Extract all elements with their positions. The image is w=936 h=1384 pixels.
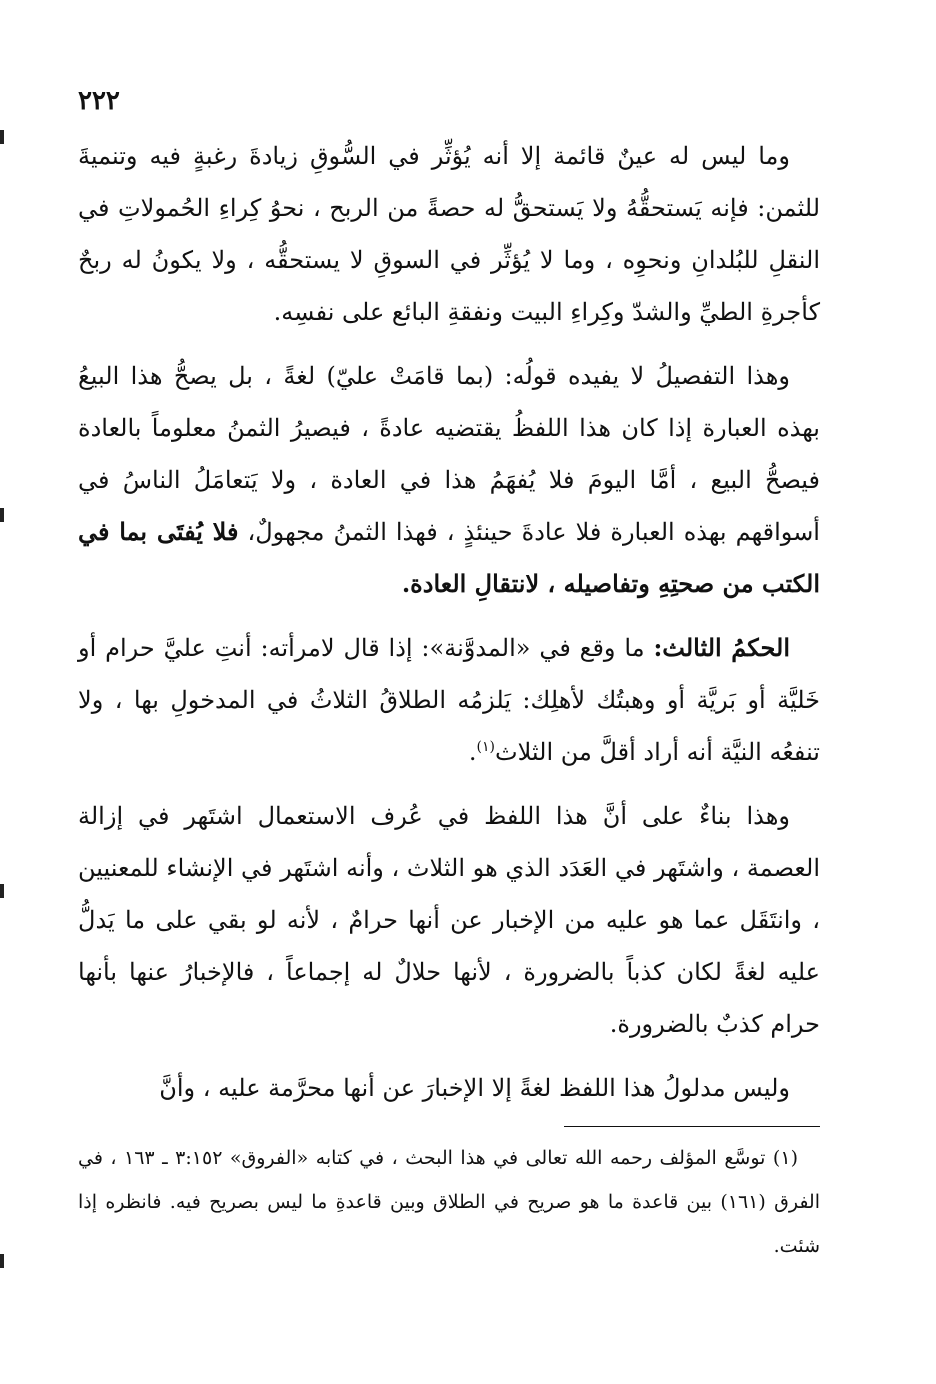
paragraph-text: وما ليس له عينٌ قائمة إلا أنه يُؤثِّر في السُّوقِ زيادةَ رغبةٍ فيه وتنميةَ للثمن: فإنه يَستحقُّهُ ولا يَستحقُّ له حصةً من الربح ، نحوُ كِراءِ الحُمولاتِ في النقلِ للبُلدانِ ونحوِه ، وما لا يُؤثِّر في السوقِ لا يستحقُّه ، ولا يكونُ له ربحٌ كأجرةِ الطيِّ والشدّ وكِراءِ البيت ونفقةِ البائع على نفسِه. <box>78 142 820 326</box>
paragraph-end-mark: . <box>468 738 477 766</box>
paragraph-text: ما وقع في «المدوَّنة»: إذا قال لامرأته: أنتِ عليَّ حرام أو خَليَّة أو بَريَّة أو وهبتُك لأهلِك: يَلزمُه الطلاقُ الثلاثُ في المدخولِ بها ، ولا تنفعُه النيَّة أنه أراد أقلَّ من الثلاث <box>78 634 821 766</box>
scan-edge-mark <box>0 508 4 522</box>
paragraph-1 <box>78 130 820 338</box>
paragraph-4 <box>78 790 820 1050</box>
paragraph-text: وهذا التفصيلُ لا يفيده قولُه: (بما قامَتْ عليّ) لغةً ، بل يصحُّ هذا البيعُ بهذه العبارة إذا كان هذا اللفظُ يقتضيه عادةً ، فيصيرُ الثمنُ معلوماً بالعادة فيصحُّ البيع ، أمَّا اليومَ فلا يُفهَمُ هذا في العادة ، ولا يَتعامَلُ الناسُ في أسواقهم بهذه العبارة فلا عادةَ حينئذٍ ، فهذا الثمنُ مجهولٌ، <box>78 362 820 546</box>
scan-edge-mark <box>0 884 4 898</box>
footnote-divider <box>564 1126 820 1127</box>
paragraph-2 <box>78 350 820 610</box>
footnote-reference[interactable]: (١) <box>476 739 495 755</box>
book-page <box>78 86 820 1356</box>
body-text <box>78 130 820 1126</box>
footnotes <box>78 1136 820 1268</box>
scan-edge-mark <box>0 130 4 144</box>
paragraph-bold-conclusion: فلا يُفتَى بما في الكتب من صحتِهِ وتفاصيله ، لانتقالِ العادة. <box>78 517 820 598</box>
paragraph-text: وليس مدلولُ هذا اللفظ لغةً إلا الإخبارَ عن أنها محرَّمة عليه ، وأنَّ <box>159 1074 790 1102</box>
paragraph-5 <box>78 1062 820 1114</box>
footnote-1: (١) توسَّع المؤلف رحمه الله تعالى في هذا البحث ، في كتابه «الفروق» ٣:١٥٢ ـ ١٦٣ ، في الفرق (١٦١) بين قاعدة ما هو صريح في الطلاق وبين قاعدةِ ما ليس بصريح فيه. فانظره إذا شئت. <box>78 1147 820 1257</box>
page-number: ٢٢٢ <box>78 86 120 116</box>
paragraph-3 <box>78 622 820 778</box>
scan-edge-mark <box>0 1254 4 1268</box>
section-heading-third-ruling: الحكمُ الثالث: <box>653 633 791 662</box>
paragraph-text: وهذا بناءٌ على أنَّ هذا اللفظ في عُرف الاستعمال اشتَهر في إزالة العصمة ، واشتَهر في العَدَد الذي هو الثلاث ، وأنه اشتَهر في الإنشاء للمعنيين ، وانتَقَل عما هو عليه من الإخبار عن أنها حرامٌ ، لأنه لو بقي على ما يَدلُّ عليه لغةً لكان كذباً بالضرورة ، لأنها حلالٌ له إجماعاً ، فالإخبارُ عنها بأنها حرام كذبٌ بالضرورة. <box>78 802 820 1038</box>
